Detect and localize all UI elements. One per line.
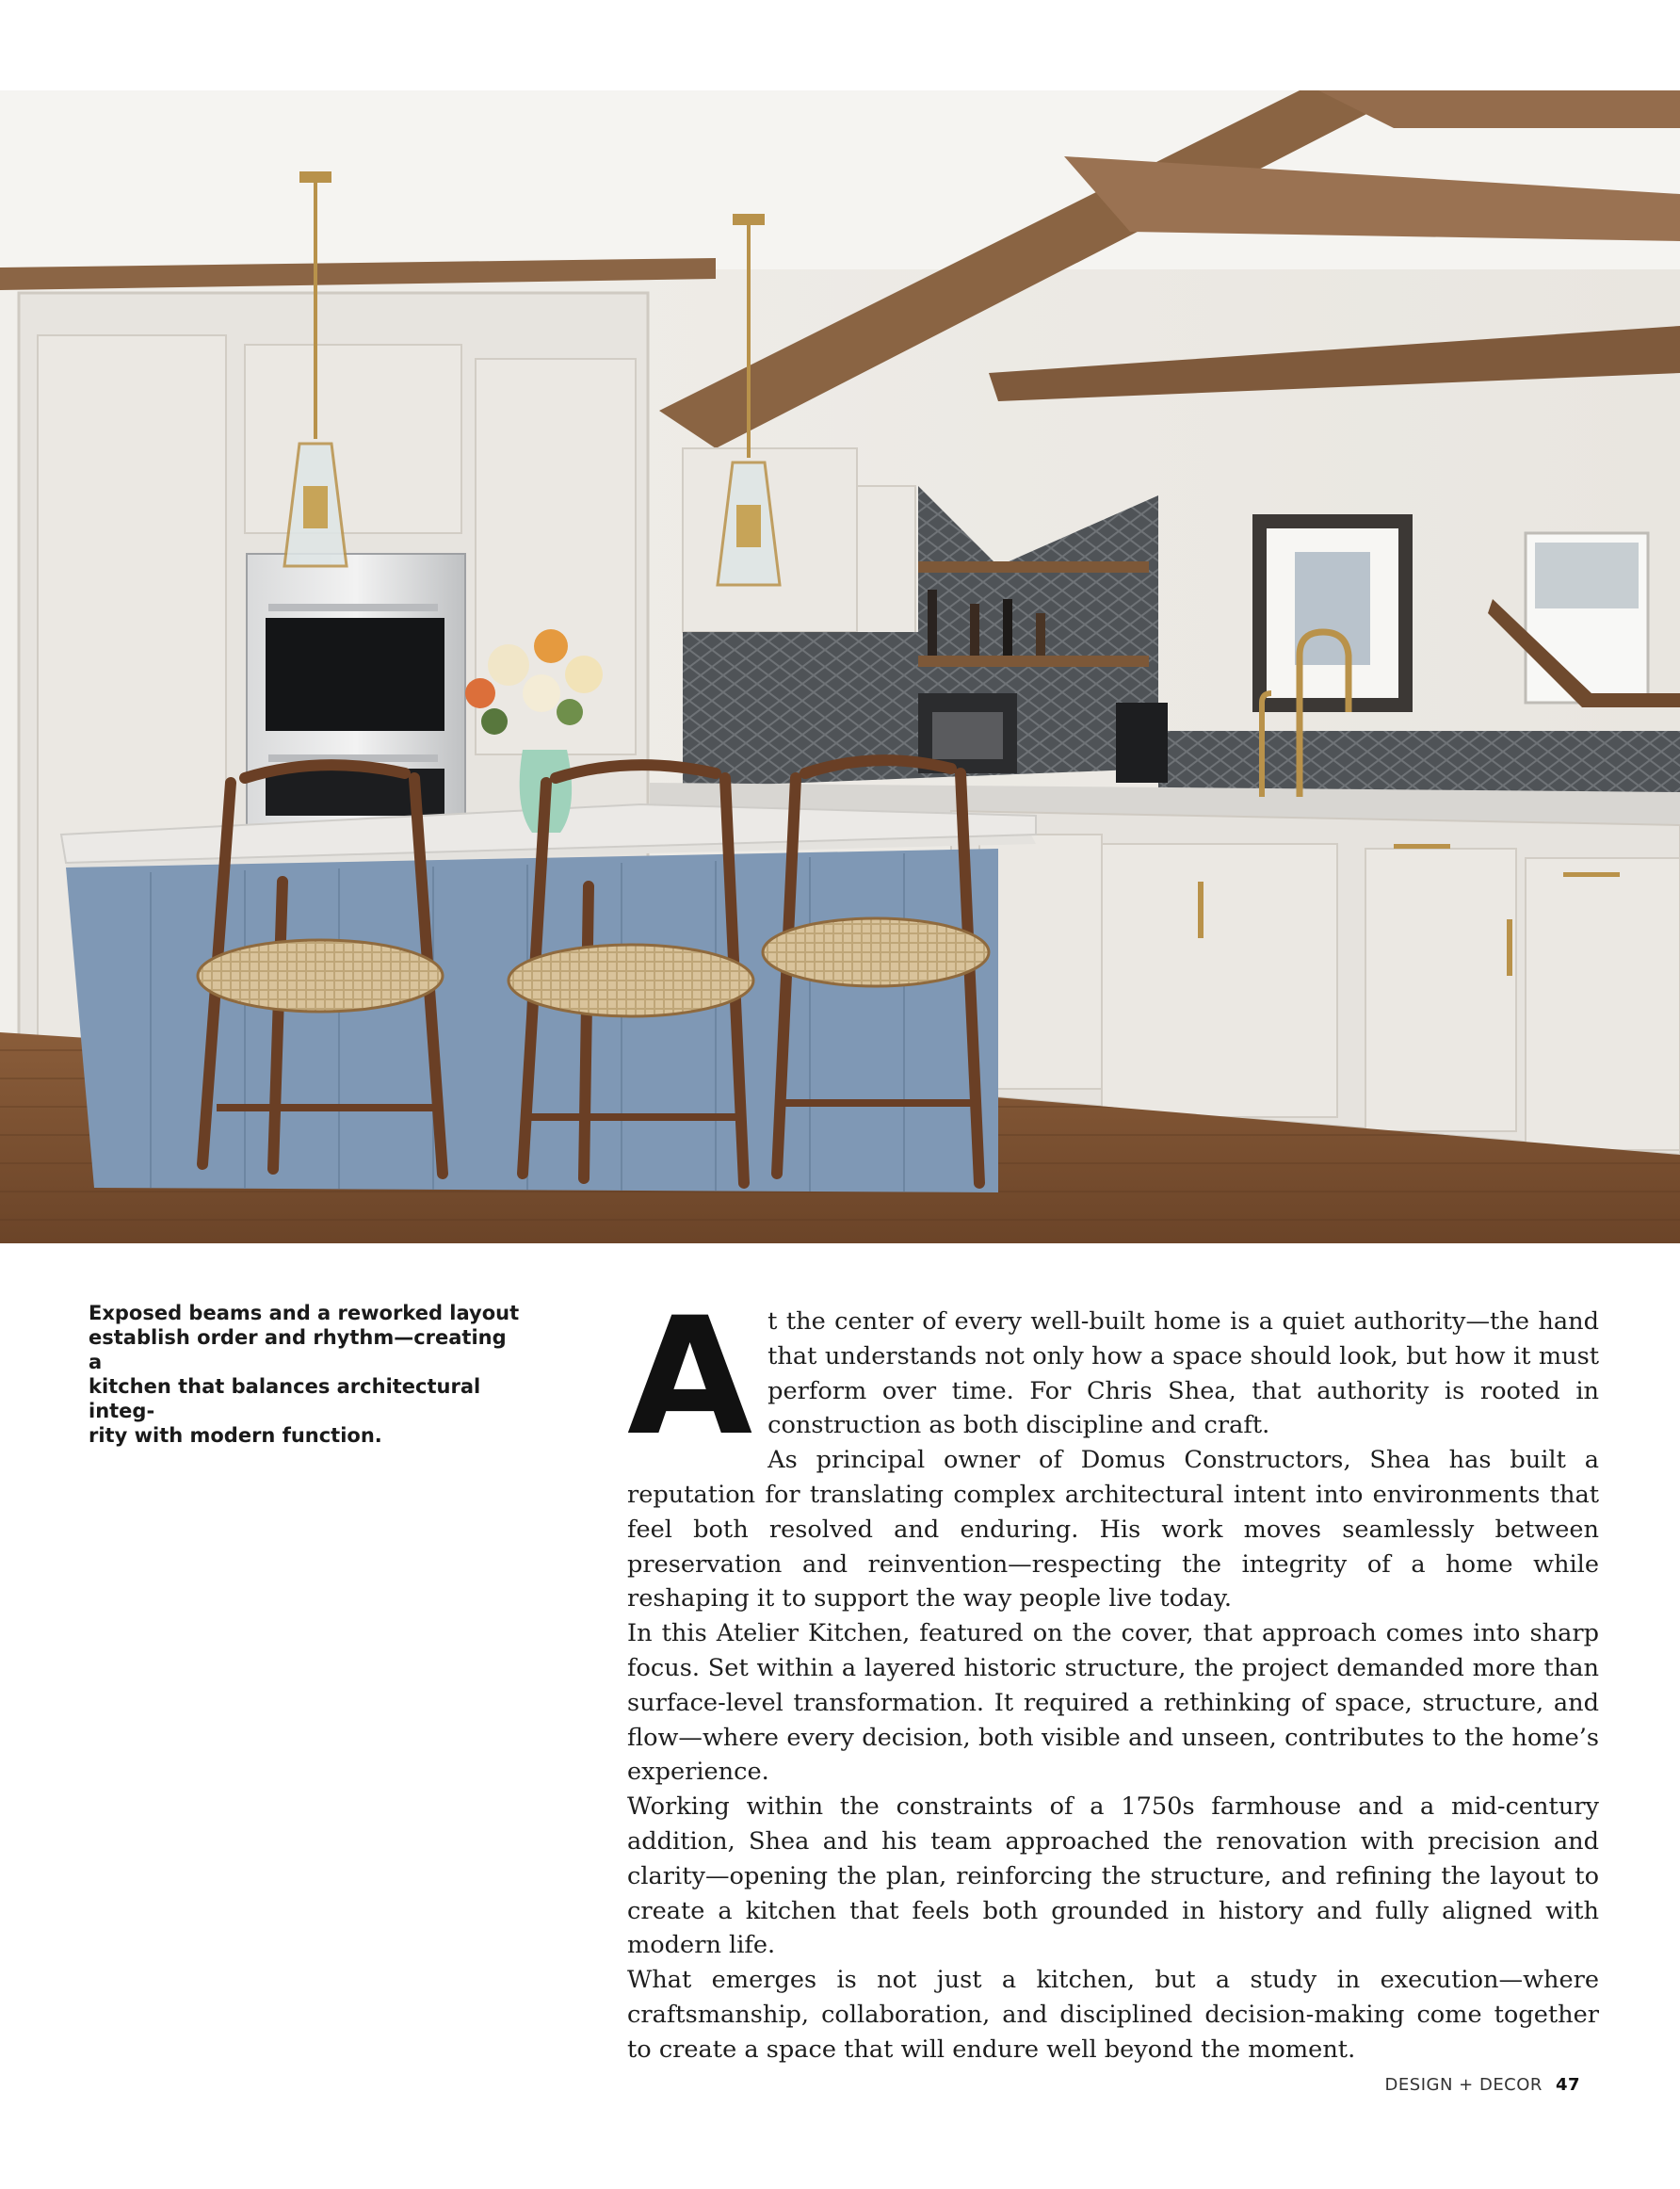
section-name: DESIGN + DECOR [1384, 2075, 1543, 2095]
photo-caption: Exposed beams and a reworked layout establish order and rhythm—creating a kitchen that balances architectural integ- rity with modern function. [89, 1302, 520, 1447]
kitchen-photo [0, 90, 1680, 1243]
article-paragraph: t the center of every well-built home is a quiet authority—the hand that understands not only how a space should look, but how it must perform over time. For Chris Shea, that authority is rooted in construction as both discipline and craft. [767, 1307, 1599, 1440]
article-paragraph: In this Atelier Kitchen, featured on the cover, that approach comes into sharp focus. Set within a layered historic structure, the project demanded more than surface-level transformation. It required a rethinking of space, structure, and flow—where every decision, both visible and unseen, contributes to the home’s experience. [627, 1619, 1599, 1787]
article-paragraph: Working within the constraints of a 1750s farmhouse and a mid-century addition, Shea and his team approached the renovation with precision and clarity—opening the plan, reinforcing the structure, and refining the layout to create a kitchen that feels both grounded in history and fully aligned with modern life. [627, 1792, 1599, 1960]
drop-cap: A [627, 1282, 750, 1471]
article-paragraph: What emerges is not just a kitchen, but a study in execution—where craftsmanship, collaboration, and disciplined decision-making come together to create a space that will endure well beyond the moment. [627, 1966, 1599, 2064]
kitchen-illustration [0, 90, 1680, 1243]
page-number: 47 [1555, 2075, 1580, 2095]
page-footer [1385, 2075, 1580, 2095]
article-paragraph: As principal owner of Domus Constructors, Shea has built a reputation for translating complex architectural intent into environments that feel both resolved and enduring. His work moves seamlessly between preservation and reinvention—respecting the integrity of a home while reshaping it to support the way people live today. [627, 1446, 1599, 1613]
article-body [627, 1282, 1599, 2067]
